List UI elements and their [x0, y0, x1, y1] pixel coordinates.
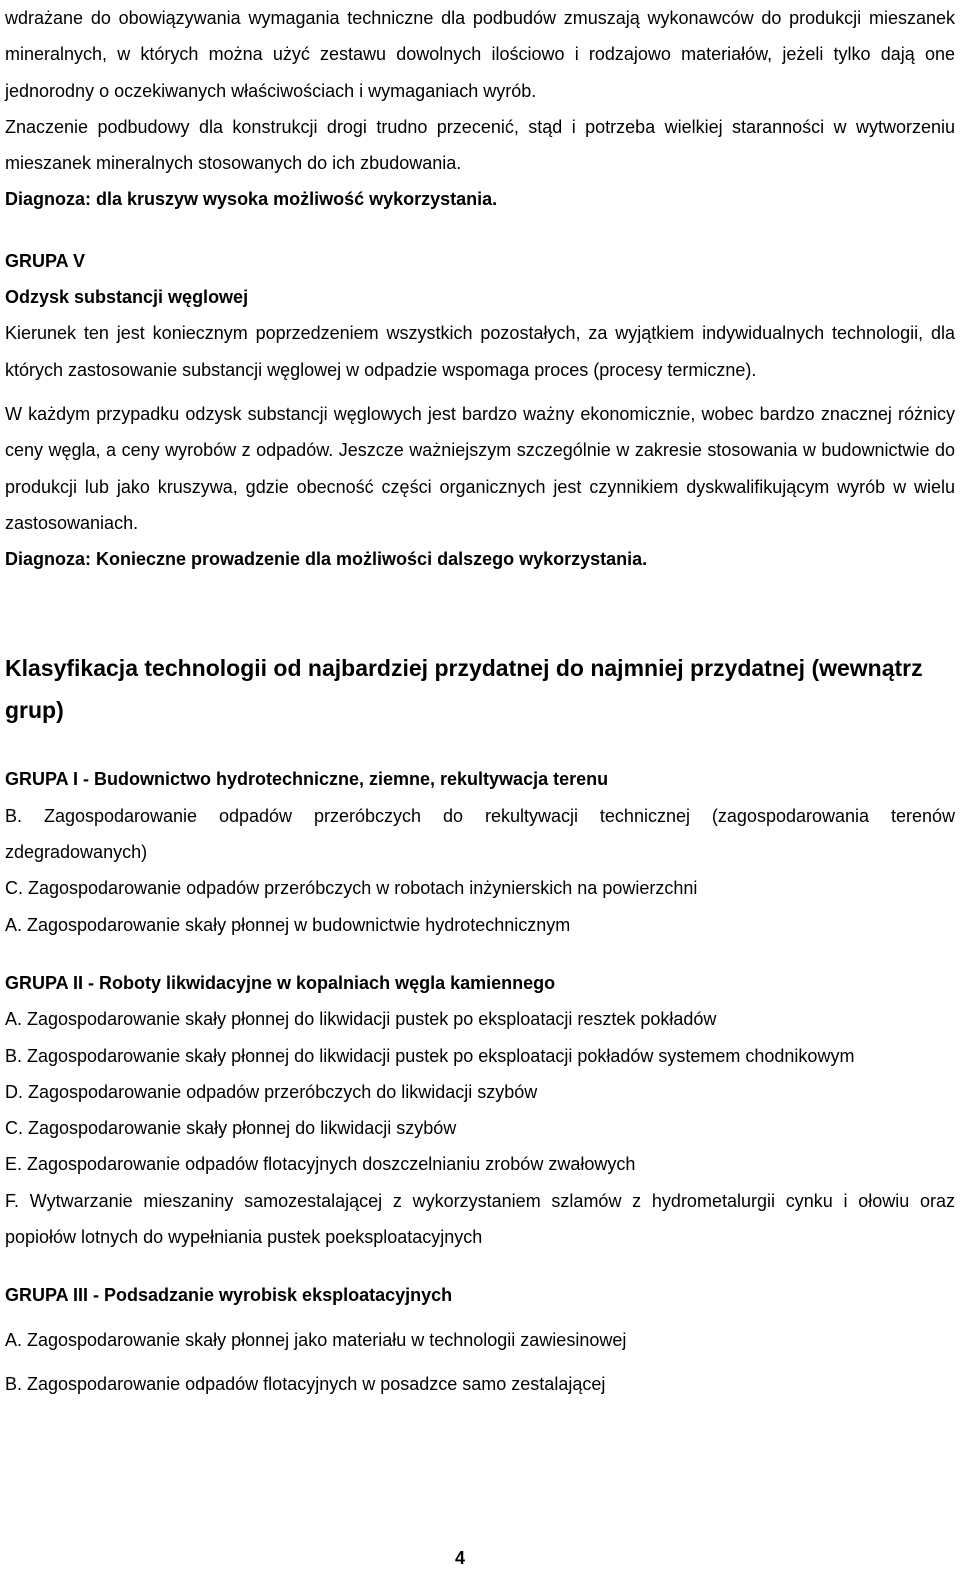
list-item: A. Zagospodarowanie skały płonnej w budownictwie hydrotechnicznym [5, 914, 571, 935]
list-item: B. Zagospodarowanie skały płonnej do likwidacji pustek po eksploatacji pokładów systemem chodnikowym [5, 1045, 855, 1066]
spacer [5, 1314, 955, 1322]
classification-group-2 [5, 965, 955, 1255]
spacer [5, 1358, 955, 1366]
classification-group-1 [5, 761, 955, 942]
intro-diagnosis: Diagnoza: dla kruszyw wysoka możliwość wykorzystania. [5, 189, 498, 210]
list-item: B. Zagospodarowanie odpadów flotacyjnych w posadzce samo zestalającej [5, 1373, 606, 1394]
group-heading: GRUPA II - Roboty likwidacyjne w kopalniach węgla kamiennego [5, 972, 556, 993]
classification-group-3 [5, 1277, 955, 1402]
spacer [5, 1255, 955, 1277]
spacer [5, 943, 955, 965]
classification-title: Klasyfikacja technologii od najbardziej przydatnej do najmniej przydatnej (wewnątrz grup) [5, 655, 923, 724]
group5-paragraph-2: W każdym przypadku odzysk substancji węglowych jest bardzo ważny ekonomicznie, wobec bardzo znacznej różnicy ceny węgla, a ceny wyrobów z odpadów. Jeszcze ważniejszym szczególnie w zakresie stosowania w budownictwie do produkcji lub jako kruszywa, gdzie obecność części organicznych jest czynnikiem dyskwalifikującym wyrób w wielu zastosowaniach. [5, 403, 955, 533]
list-item: A. Zagospodarowanie skały płonnej do likwidacji pustek po eksploatacji resztek pokładów [5, 1009, 717, 1030]
group5-paragraph-1: Kierunek ten jest koniecznym poprzedzeniem wszystkich pozostałych, za wyjątkiem indywidualnych technologii, dla których zastosowanie substancji węglowej w odpadzie wspomaga proces (procesy termiczne). [5, 323, 955, 380]
group-heading: GRUPA I - Budownictwo hydrotechniczne, ziemne, rekultywacja terenu [5, 769, 609, 790]
group5-heading: GRUPA V [5, 250, 86, 271]
intro-paragraph-2: Znaczenie podbudowy dla konstrukcji drogi trudno przecenić, stąd i potrzeba wielkiej staranności w wytworzeniu mieszanek mineralnych stosowanych do ich zbudowania. [5, 116, 955, 174]
list-item: F. Wytwarzanie mieszaniny samozestalającej z wykorzystaniem szlamów z hydrometalurgii cynku i ołowiu oraz popiołów lotnych do wypełniania pustek poeksploatacyjnych [5, 1190, 955, 1248]
document-page [5, 0, 955, 1402]
group5-diagnosis: Diagnoza: Konieczne prowadzenie dla możliwości dalszego wykorzystania. [5, 549, 648, 570]
spacer [5, 577, 955, 647]
spacer [5, 218, 955, 243]
intro-paragraph-1: wdrażane do obowiązywania wymagania techniczne dla podbudów zmuszają wykonawców do produkcji mieszanek mineralnych, w których można użyć zestawu dowolnych ilościowo i rodzajowo materiałów, jeżeli tylko dają one jednorodny o oczekiwanych właściwościach i wymaganiach wyrób. [5, 8, 955, 101]
spacer [5, 388, 955, 396]
group-heading: GRUPA III - Podsadzanie wyrobisk eksploatacyjnych [5, 1285, 453, 1306]
list-item: C. Zagospodarowanie skały płonnej do likwidacji szybów [5, 1118, 457, 1139]
list-item: B. Zagospodarowanie odpadów przeróbczych do rekultywacji technicznej (zagospodarowania terenów zdegradowanych) [5, 805, 955, 863]
list-item: A. Zagospodarowanie skały płonnej jako materiału w technologii zawiesinowej [5, 1329, 627, 1350]
list-item: D. Zagospodarowanie odpadów przeróbczych do likwidacji szybów [5, 1081, 538, 1102]
list-item: C. Zagospodarowanie odpadów przeróbczych w robotach inżynierskich na powierzchni [5, 878, 698, 899]
group5-subheading: Odzysk substancji węglowej [5, 287, 249, 308]
page-number: 4 [454, 1548, 465, 1568]
spacer [5, 731, 955, 761]
list-item: E. Zagospodarowanie odpadów flotacyjnych doszczelnianiu zrobów zwałowych [5, 1154, 636, 1175]
